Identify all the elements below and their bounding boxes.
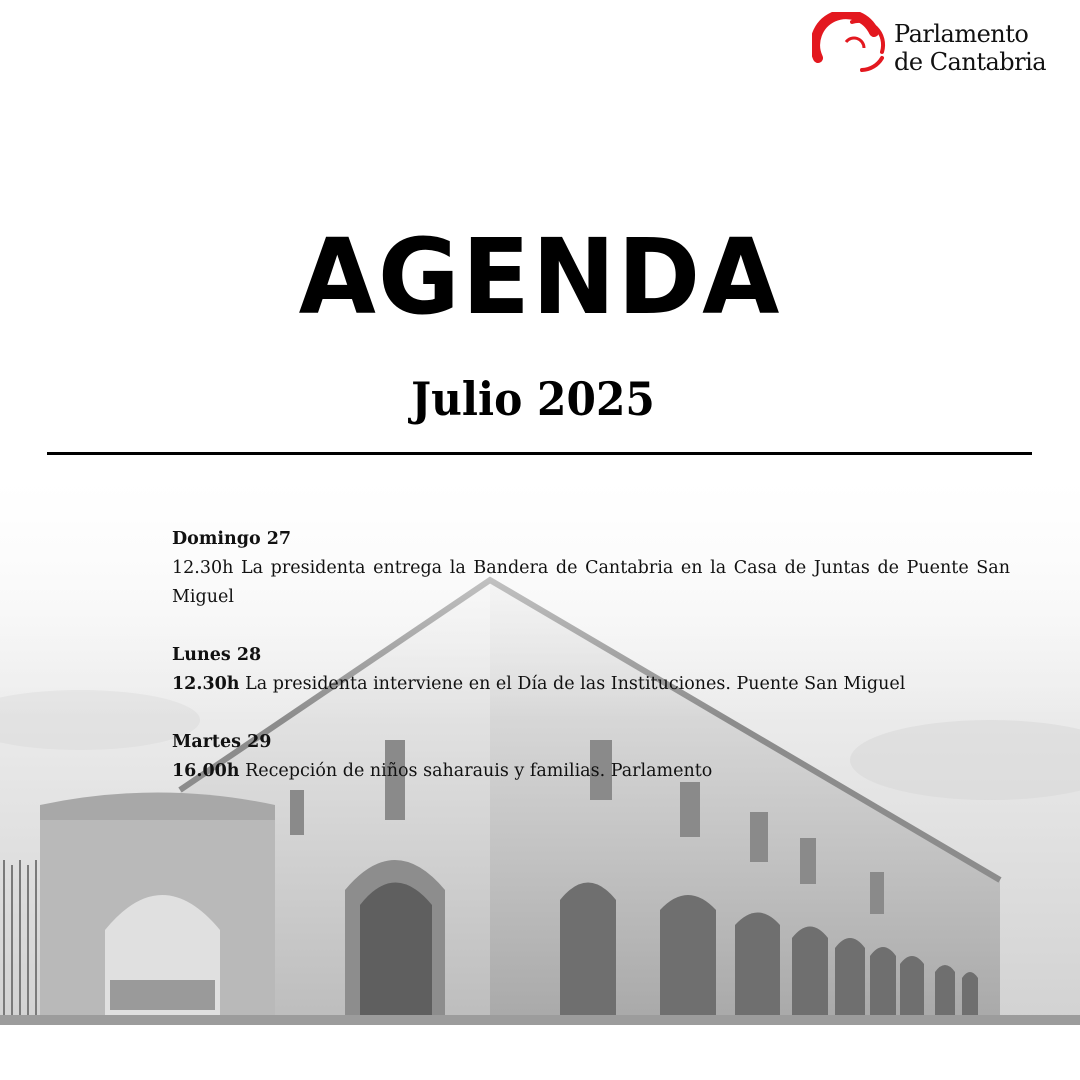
parlamento-emblem-icon [812, 12, 888, 78]
agenda-description: La presidenta interviene en el Día de las Instituciones. Puente San Miguel [239, 674, 906, 694]
agenda-text [172, 757, 1010, 786]
parlamento-logo [812, 12, 1047, 82]
agenda-day: Domingo 27 [172, 529, 292, 549]
agenda-entry [172, 525, 1010, 612]
page-subtitle: Julio 2025 [411, 372, 655, 426]
page-title: AGENDA [298, 216, 782, 338]
agenda-text [172, 670, 1010, 699]
divider [47, 452, 1032, 455]
agenda-day: Lunes 28 [172, 645, 262, 665]
agenda-day: Martes 29 [172, 732, 272, 752]
agenda-description: 12.30h La presidenta entrega la Bandera de Cantabria en la Casa de Juntas de Puente San Miguel [172, 558, 1010, 607]
agenda-text [172, 554, 1010, 612]
logo-line-1: Parlamento [894, 20, 1029, 48]
agenda-list [172, 525, 1010, 815]
logo-line-2: de Cantabria [894, 48, 1047, 76]
agenda-description: Recepción de niños saharauis y familias. Parlamento [239, 761, 713, 781]
agenda-time: 16.00h [172, 761, 240, 781]
agenda-entry [172, 728, 1010, 786]
agenda-time: 12.30h [172, 674, 240, 694]
agenda-entry [172, 641, 1010, 699]
